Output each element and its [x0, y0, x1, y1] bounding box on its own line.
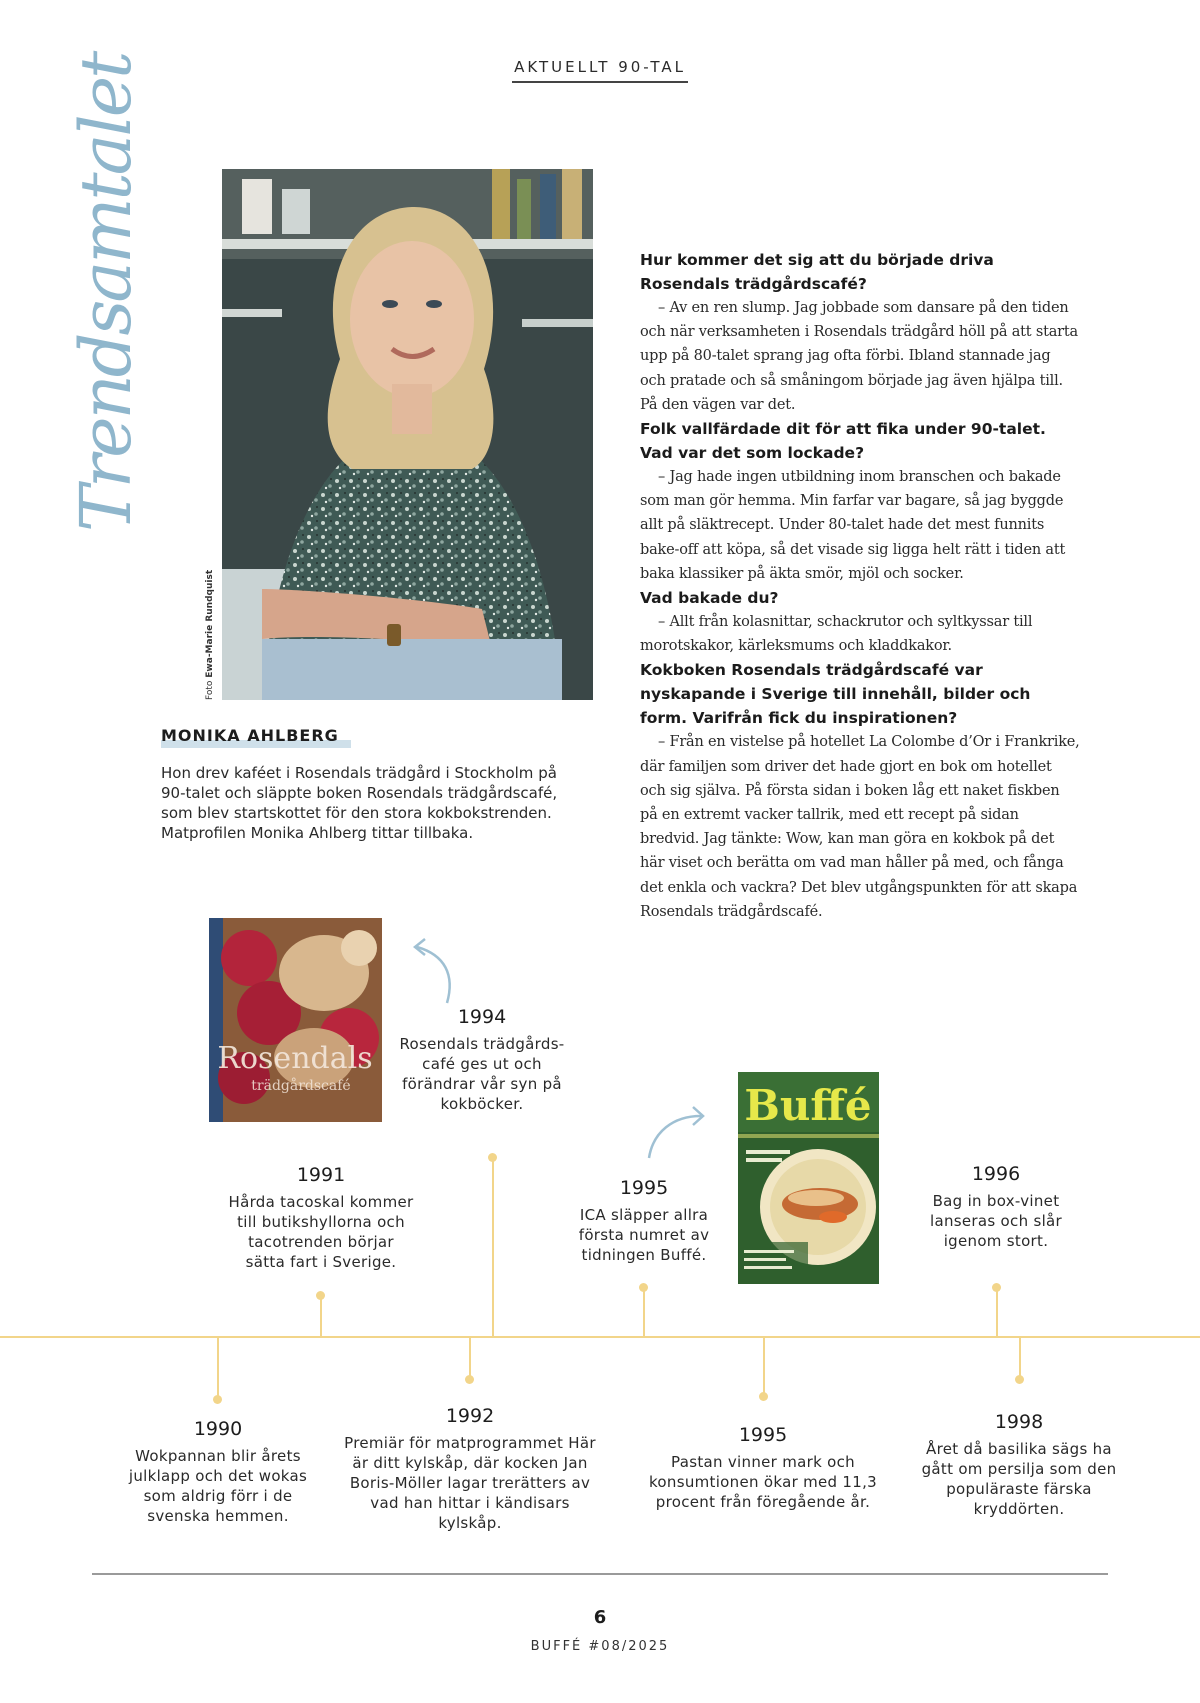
timeline-year-1998: 1998: [994, 1411, 1044, 1433]
issue-label: BUFFÉ #08/2025: [530, 1639, 670, 1654]
timeline-year-1994: 1994: [457, 1006, 507, 1028]
stem-1990: [217, 1337, 219, 1399]
stem-1996: [996, 1287, 998, 1337]
timeline-year-1991: 1991: [296, 1164, 346, 1186]
curved-arrow-icon-2: [643, 1102, 708, 1162]
buffe-magazine-cover: [738, 1072, 879, 1284]
magazine-cover-title: Buffé: [744, 1081, 872, 1130]
timeline-event-1998: Året då basilika sägs ha gått om persilja som den populäraste färska kryddörten.: [921, 1440, 1117, 1518]
question-4: Kokboken Rosendals trädgårdscafé var nyskapande i Sverige till innehåll, bilder och form. Varifrån fick du inspirationen?: [640, 661, 1031, 728]
stem-1992: [469, 1337, 471, 1379]
timeline-year-1995-b: 1995: [738, 1424, 788, 1446]
timeline-event-1995: ICA släpper allra första numret av tidningen Buffé.: [578, 1206, 710, 1264]
dot-1992: [465, 1375, 474, 1384]
dot-1995-below: [759, 1392, 768, 1401]
section-label: [0, 58, 1200, 76]
dot-1990: [213, 1395, 222, 1404]
photo-credit-name: Ewa-Marie Rundquist: [205, 569, 215, 678]
curved-arrow-icon: [405, 935, 465, 1005]
stem-1994: [492, 1157, 494, 1337]
answer-4: – Från en vistelse på hotellet La Colombe d’Or i Frankrike, där familjen som driver det hade gjort en bok om hotellet och sig själva. På första sidan i boken låg ett naket fiskben på en extremt vacker tallrik, med ett recept på sidan bredvid. Jag tänkte: Wow, kan man göra en kokbok på det här viset och berätta om vad man håller på med, och fånga det enkla och vackra? Det blev utgångspunkten för att skapa Rosendals trädgårdscafé.: [640, 734, 1080, 920]
book-cover-subtitle: trädgårdscafé: [251, 1078, 351, 1094]
timeline-event-1992: Premiär för matprogrammet Här är ditt kylskåp, där kocken Jan Boris-Möller lagar trerätters av vad han hittar i kändisars kylskåp.: [344, 1434, 596, 1532]
question-3: Vad bakade du?: [640, 589, 779, 608]
timeline-year-1996: 1996: [971, 1163, 1021, 1185]
timeline-year-1990: 1990: [193, 1418, 243, 1440]
timeline-event-1990: Wokpannan blir årets julklapp och det wokas som aldrig förr i de svenska hemmen.: [128, 1447, 308, 1525]
portrait-photo: [222, 169, 593, 700]
question-1: Hur kommer det sig att du började driva Rosendals trädgårdscafé?: [640, 251, 994, 293]
timeline-year-1992: 1992: [445, 1405, 495, 1427]
section-label-text: AKTUELLT 90-TAL: [512, 58, 688, 83]
timeline-event-1996: Bag in box-vinet lanseras och slår igenom stort.: [930, 1192, 1062, 1250]
timeline-year-1995: 1995: [619, 1177, 669, 1199]
answer-3: – Allt från kolasnittar, schackrutor och syltkyssar till morotskakor, kärleksmums och kladdkakor.: [640, 614, 1033, 655]
page-number: 6: [593, 1607, 607, 1628]
photo-credit: [205, 570, 219, 700]
dot-1998: [1015, 1375, 1024, 1384]
timeline-event-1994: Rosendals trädgårds-café ges ut och förändrar vår syn på kokböcker.: [399, 1035, 565, 1113]
book-cover-title: Rosendals: [217, 1041, 373, 1076]
dot-1996: [992, 1283, 1001, 1292]
article-title: Trendsamtalet: [65, 53, 147, 532]
stem-1998: [1019, 1337, 1021, 1379]
dot-1991: [316, 1291, 325, 1300]
person-name: MONIKA AHLBERG: [161, 726, 339, 745]
answer-2: – Jag hade ingen utbildning inom branschen och bakade som man gör hemma. Min farfar var bagare, så jag byggde allt på släktrecept. Under 80-talet hade det mest funnits bake-off att köpa, så det visade sig ligga helt rätt i tiden att baka klassiker på äkta smör, mjöl och socker.: [640, 469, 1066, 582]
dot-1994: [488, 1153, 497, 1162]
question-2: Folk vallfärdade dit för att fika under 90-talet. Vad var det som lockade?: [640, 420, 1046, 463]
stem-1995-above: [643, 1287, 645, 1337]
person-intro: Hon drev kaféet i Rosendals trädgård i Stockholm på 90-talet och släppte boken Rosendals trädgårdscafé, som blev startskottet för den stora kokbokstrenden. Matprofilen Monika Ahlberg tittar tillbaka.: [161, 764, 558, 842]
timeline-event-1995-b: Pastan vinner mark och konsumtionen ökar med 11,3 procent från föregående år.: [648, 1453, 878, 1511]
rosendals-book-cover: [209, 918, 382, 1122]
dot-1995-above: [639, 1283, 648, 1292]
stem-1991: [320, 1295, 322, 1337]
timeline-event-1991: Hårda tacoskal kommer till butikshyllorna och tacotrenden börjar sätta fart i Sverige.: [228, 1193, 414, 1271]
answer-1: – Av en ren slump. Jag jobbade som dansare på den tiden och när verksamheten i Rosendals trädgård höll på att starta upp på 80-talet sprang jag ofta förbi. Ibland stannade jag och pratade och så småningom började jag även hjälpa till. På den vägen var det.: [640, 300, 1078, 413]
photo-credit-prefix: Foto: [205, 680, 215, 700]
interview-column: [640, 248, 1080, 924]
footer-rule: [92, 1573, 1108, 1575]
stem-1995-below: [763, 1337, 765, 1396]
